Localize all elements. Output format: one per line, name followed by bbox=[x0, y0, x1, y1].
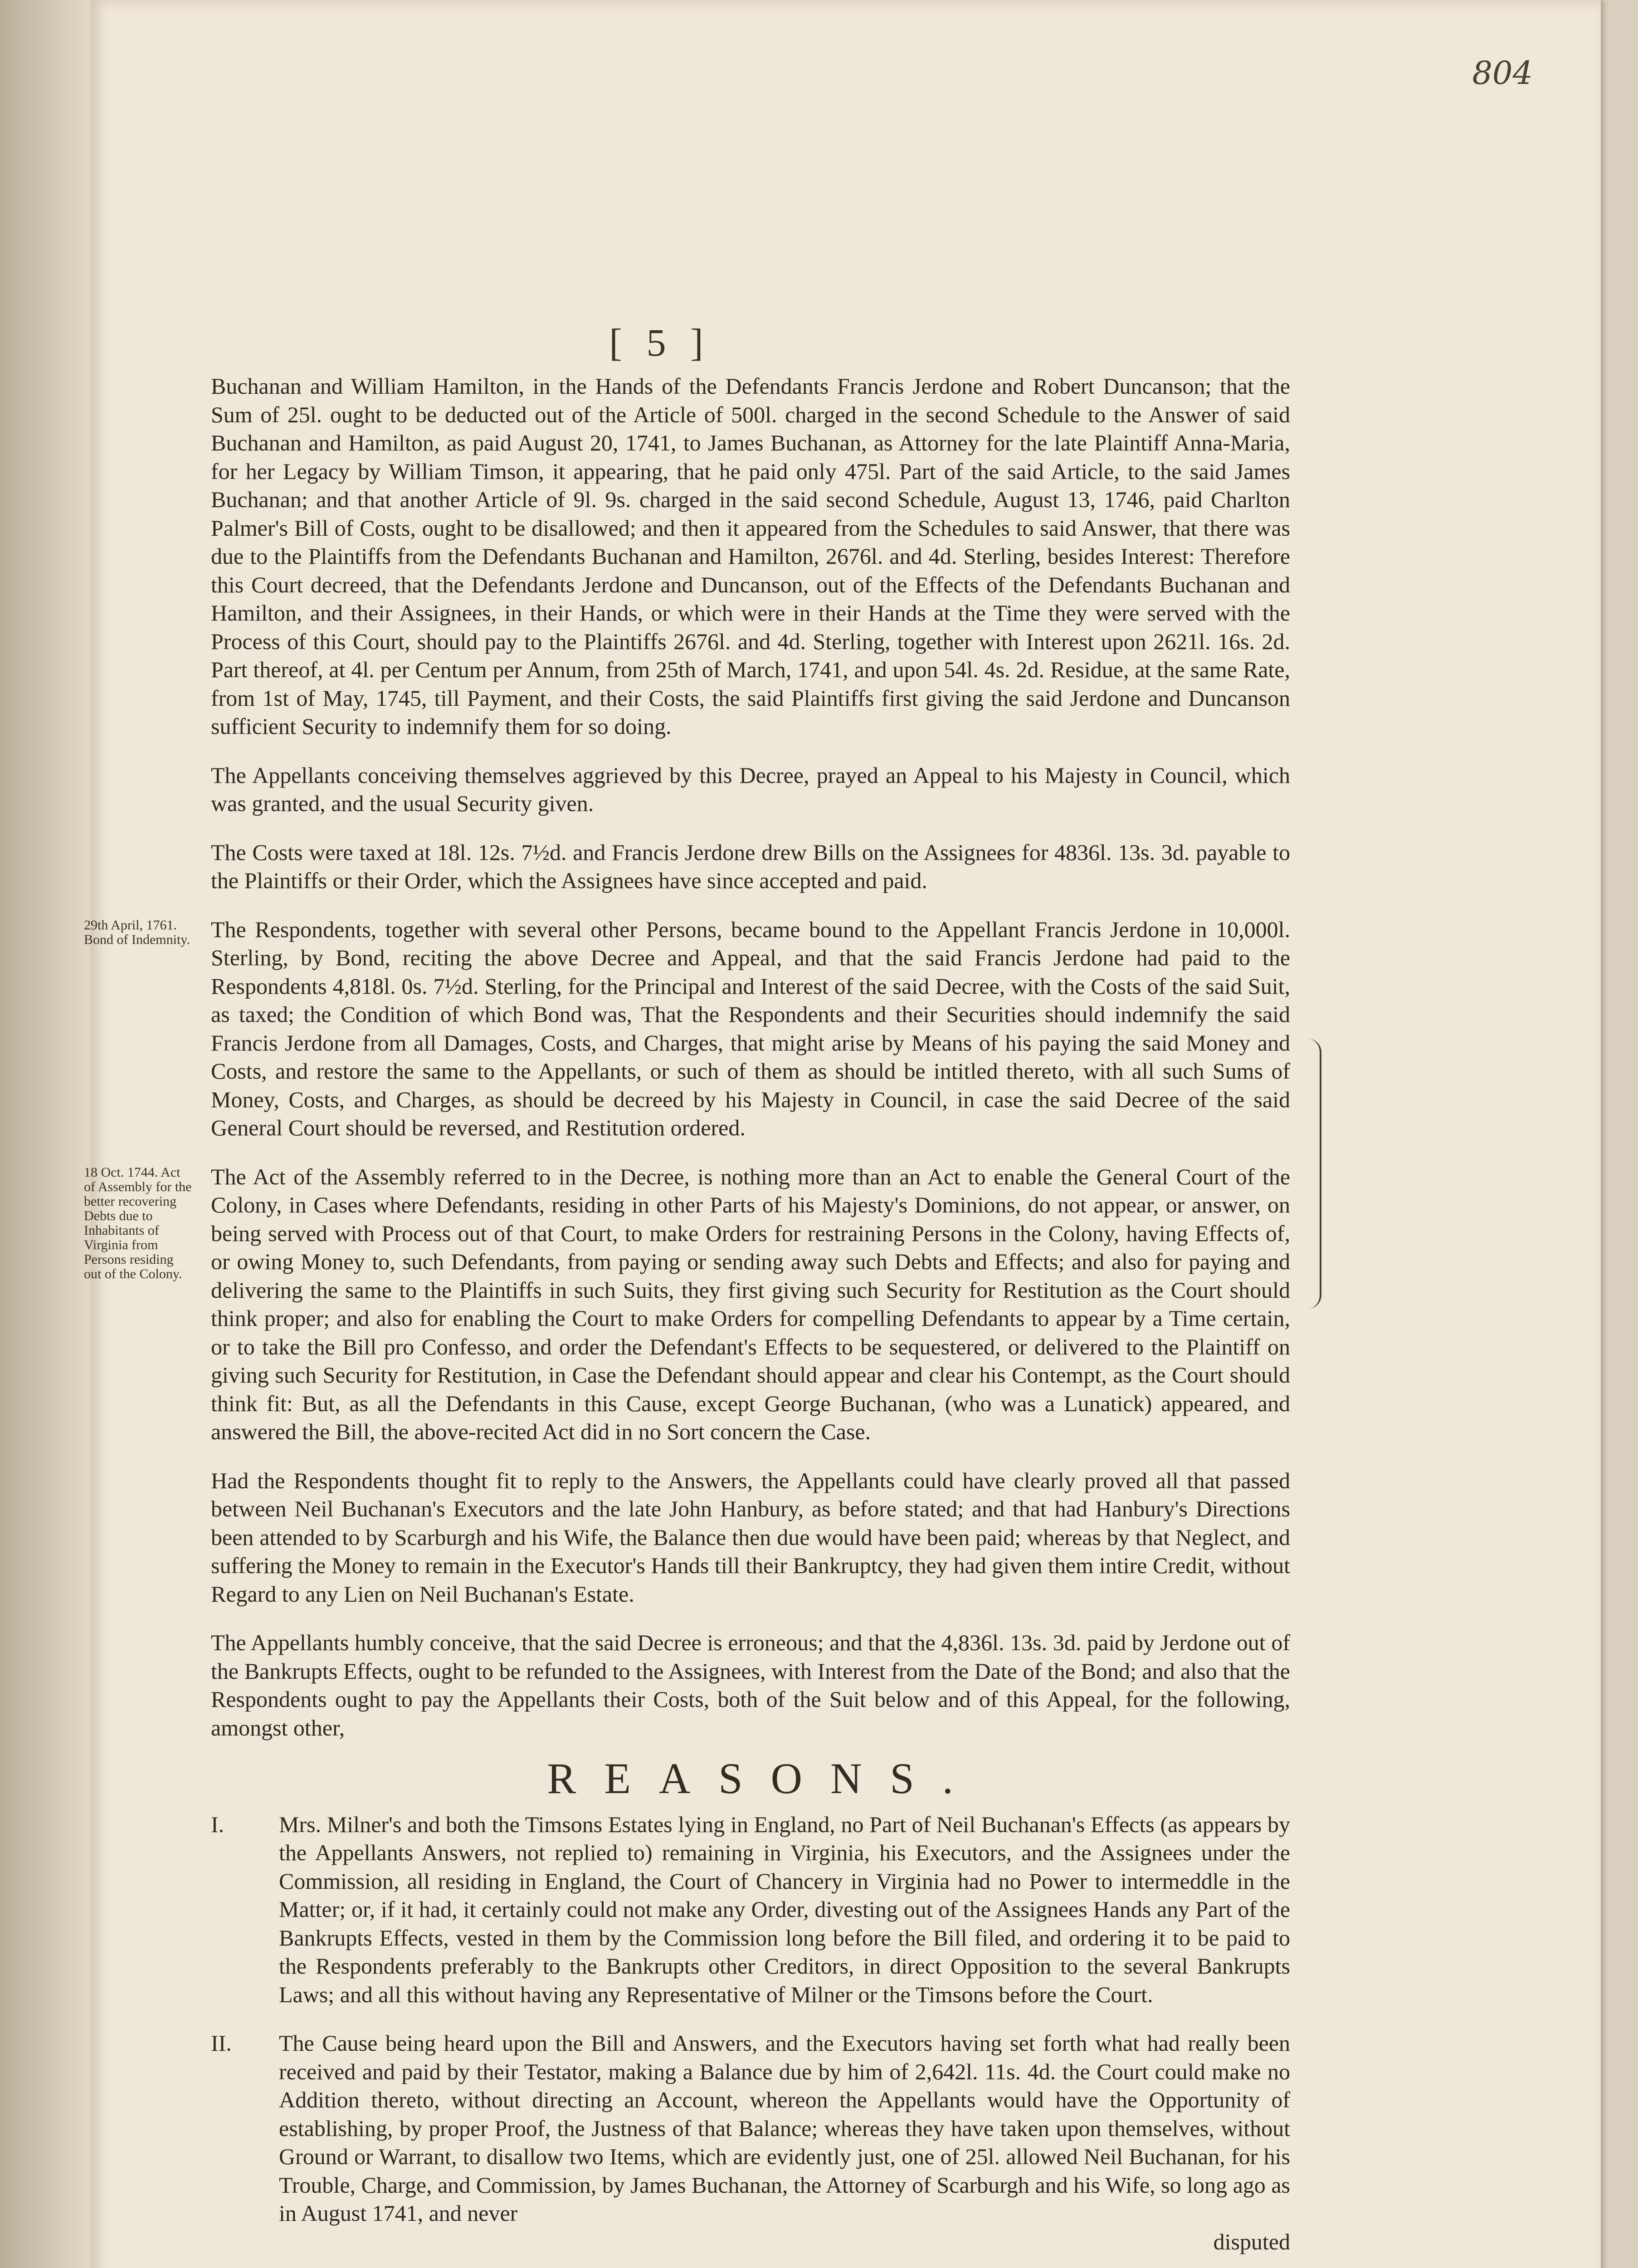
catchword: disputed bbox=[1213, 2229, 1290, 2254]
paragraph-respondents: Had the Respondents thought fit to reply to the Answers, the Appellants could have clearly proved all that passed between Neil Buchanan's Executors and the late John Hanbury, as before stated; and that had Hanbury's Directions been attended to by Scarburgh and his Wife, the Balance then due would have been paid; whereas by that Neglect, and suffering the Money to remain in the Executor's Hands till their Bankruptcy, they had given them intire Credit, without Regard to any Lien on Neil Buchanan's Estate. bbox=[211, 1467, 1290, 1607]
page-number: [ 5 ] bbox=[609, 321, 711, 364]
paragraph-costs: The Costs were taxed at 18l. 12s. 7½d. and Francis Jerdone drew Bills on the Assignees for 4836l. 13s. 3d. payable to the Plaintiffs or their Order, which the Assignees have since accepted and paid. bbox=[211, 839, 1290, 893]
reasons-heading: REASONS. bbox=[547, 1754, 981, 1803]
reason-item bbox=[211, 1810, 1290, 2009]
bond-section bbox=[84, 915, 1290, 1142]
paragraph-decree: Buchanan and William Hamilton, in the Hands of the Defendants Francis Jerdone and Robert Duncanson; that the Sum of 25l. ought to be deducted out of the Article of 500l. charged in the second Schedule to the Answer of said Buchanan and Hamilton, as paid August 20, 1741, to James Buchanan, as Attorney for the late Plaintiff Anna-Maria, for her Legacy by William Timson, it appearing, that he paid only 475l. Part of the said Article, to the said James Buchanan; and that another Article of 9l. 9s. charged in the said second Schedule, August 13, 1746, paid Charlton Palmer's Bill of Costs, ought to be disallowed; and then it appeared from the Schedules to said Answer, that there was due to the Plaintiffs from the Defendants Buchanan and Hamilton, 2676l. and 4d. Sterling, besides Interest: Therefore this Court decreed, that the Defendants Jerdone and Duncanson, out of the Effects of the Defendants Buchanan and Hamilton, and their Assignees, in their Hands, or which were in their Hands at the Time they were served with the Process of this Court, should pay to the Plaintiffs 2676l. and 4d. Sterling, together with Interest upon 2621l. 16s. 2d. Part thereof, at 4l. per Centum per Annum, from 25th of March, 1741, and upon 54l. 4s. 2d. Residue, at the same Rate, from 1st of May, 1745, till Payment, and their Costs, the said Plaintiffs first giving the said Jerdone and Duncanson sufficient Security to indemnify them for so doing. bbox=[211, 373, 1290, 739]
margin-note-act: 18 Oct. 1744. Act of Assembly for the better recovering Debts due to Inhabitants of Virginia from Persons residing out of the Colony. bbox=[84, 1164, 192, 1281]
document-body bbox=[84, 372, 1290, 2256]
reason-number: I. bbox=[211, 1811, 224, 1837]
paragraph-appeal: The Appellants conceiving themselves aggrieved by this Decree, prayed an Appeal to his Majesty in Council, which was granted, and the usual Security given. bbox=[211, 762, 1290, 816]
act-section bbox=[84, 1163, 1290, 1446]
paragraph-bond: The Respondents, together with several other Persons, became bound to the Appellant Francis Jerdone in 10,000l. Sterling, by Bond, reciting the above Decree and Appeal, and that the said Francis Jerdone had paid to the Respondents 4,818l. 0s. 7½d. Sterling, for the Principal and Interest of the said Decree, with the Costs of the said Suit, as taxed; the Condition of which Bond was, That the Respondents and their Securities should indemnify the said Francis Jerdone from all Damages, Costs, and Charges, that might arise by Means of his paying the said Money and Costs, and restore the same to the Appellants, or such of them as should be intitled thereto, with all such Sums of Money, Costs, and Charges, as should be decreed by his Majesty in Council, in case the said Decree of the said General Court should be reversed, and Restitution ordered. bbox=[211, 916, 1290, 1140]
margin-bracket-mark bbox=[1302, 1039, 1321, 1309]
paragraph-conclusion: The Appellants humbly conceive, that the said Decree is erroneous; and that the 4,836l. 13s. 3d. paid by Jerdone out of the Bankrupts Effects, ought to be refunded to the Assignees, with Interest from the Date of the Bond; and also that the Respondents ought to pay the Appellants their Costs, both of the Suit below and of this Appeal, for the following, amongst other, bbox=[211, 1630, 1290, 1740]
reason-text: The Cause being heard upon the Bill and Answers, and the Executors having set forth what had really been received and paid by their Testator, making a Balance due by him of 2,642l. 11s. 4d. the Court could make no Addition thereto, without directing an Account, whereon the Appellants would have the Opportunity of establishing, by proper Proof, the Justness of that Balance; whereas they have taken upon themselves, without Ground or Warrant, to disallow two Items, which are evidently just, one of 25l. allowed Neil Buchanan, for his Trouble, Charge, and Commission, by James Buchanan, the Attorney of Scarburgh and his Wife, so long ago as in August 1741, and never bbox=[279, 2030, 1290, 2226]
reason-item bbox=[211, 2029, 1290, 2228]
reason-number: II. bbox=[211, 2030, 232, 2056]
reason-text: Mrs. Milner's and both the Timsons Estates lying in England, no Part of Neil Buchanan's Effects (as appears by the Appellants Answers, not replied to) remaining in Virginia, his Executors, and the Assignees under the Commission, all residing in England, the Court of Chancery in Virginia had no Power to intermeddle in the Matter; or, if it had, it certainly could not make any Order, divesting out of the Assignees Hands any Part of the Bankrupts Effects, vested in them by the Commission long before the Bill filed, and ordering it to be paid to the Respondents preferably to the Bankrupts other Creditors, in direct Opposition to the several Bankrupts Laws; and all this without having any Representative of Milner or the Timsons before the Court. bbox=[279, 1811, 1290, 2007]
folio-number: 804 bbox=[1472, 54, 1533, 92]
book-binding-edge bbox=[0, 0, 91, 2268]
margin-note-bond: 29th April, 1761. Bond of Indemnity. bbox=[84, 917, 190, 947]
paragraph-act: The Act of the Assembly referred to in the Decree, is nothing more than an Act to enable the General Court of the Colony, in Cases where Defendants, residing in other Parts of his Majesty's Dominions, do not appear, or answer, on being served with Process out of that Court, to make Orders for restraining Persons in the Colony, having Effects of, or owing Money to, such Defendants, from paying or sending away such Debts and Effects; and also for paying and delivering the same to the Plaintiffs in such Suits, they first giving such Security for Restitution as the Court should think proper; and also for enabling the Court to make Orders for compelling Defendants to appear by a Time certain, or to take the Bill pro Confesso, and order the Defendant's Effects to be sequestered, or delivered to the Plaintiff on giving such Security for Restitution, in Case the Defendant should appear and clear his Contempt, as the Court should think fit: But, as all the Defendants in this Cause, except George Buchanan, (who was a Lunatick) appeared, and answered the Bill, the above-recited Act did in no Sort concern the Case. bbox=[211, 1163, 1290, 1444]
